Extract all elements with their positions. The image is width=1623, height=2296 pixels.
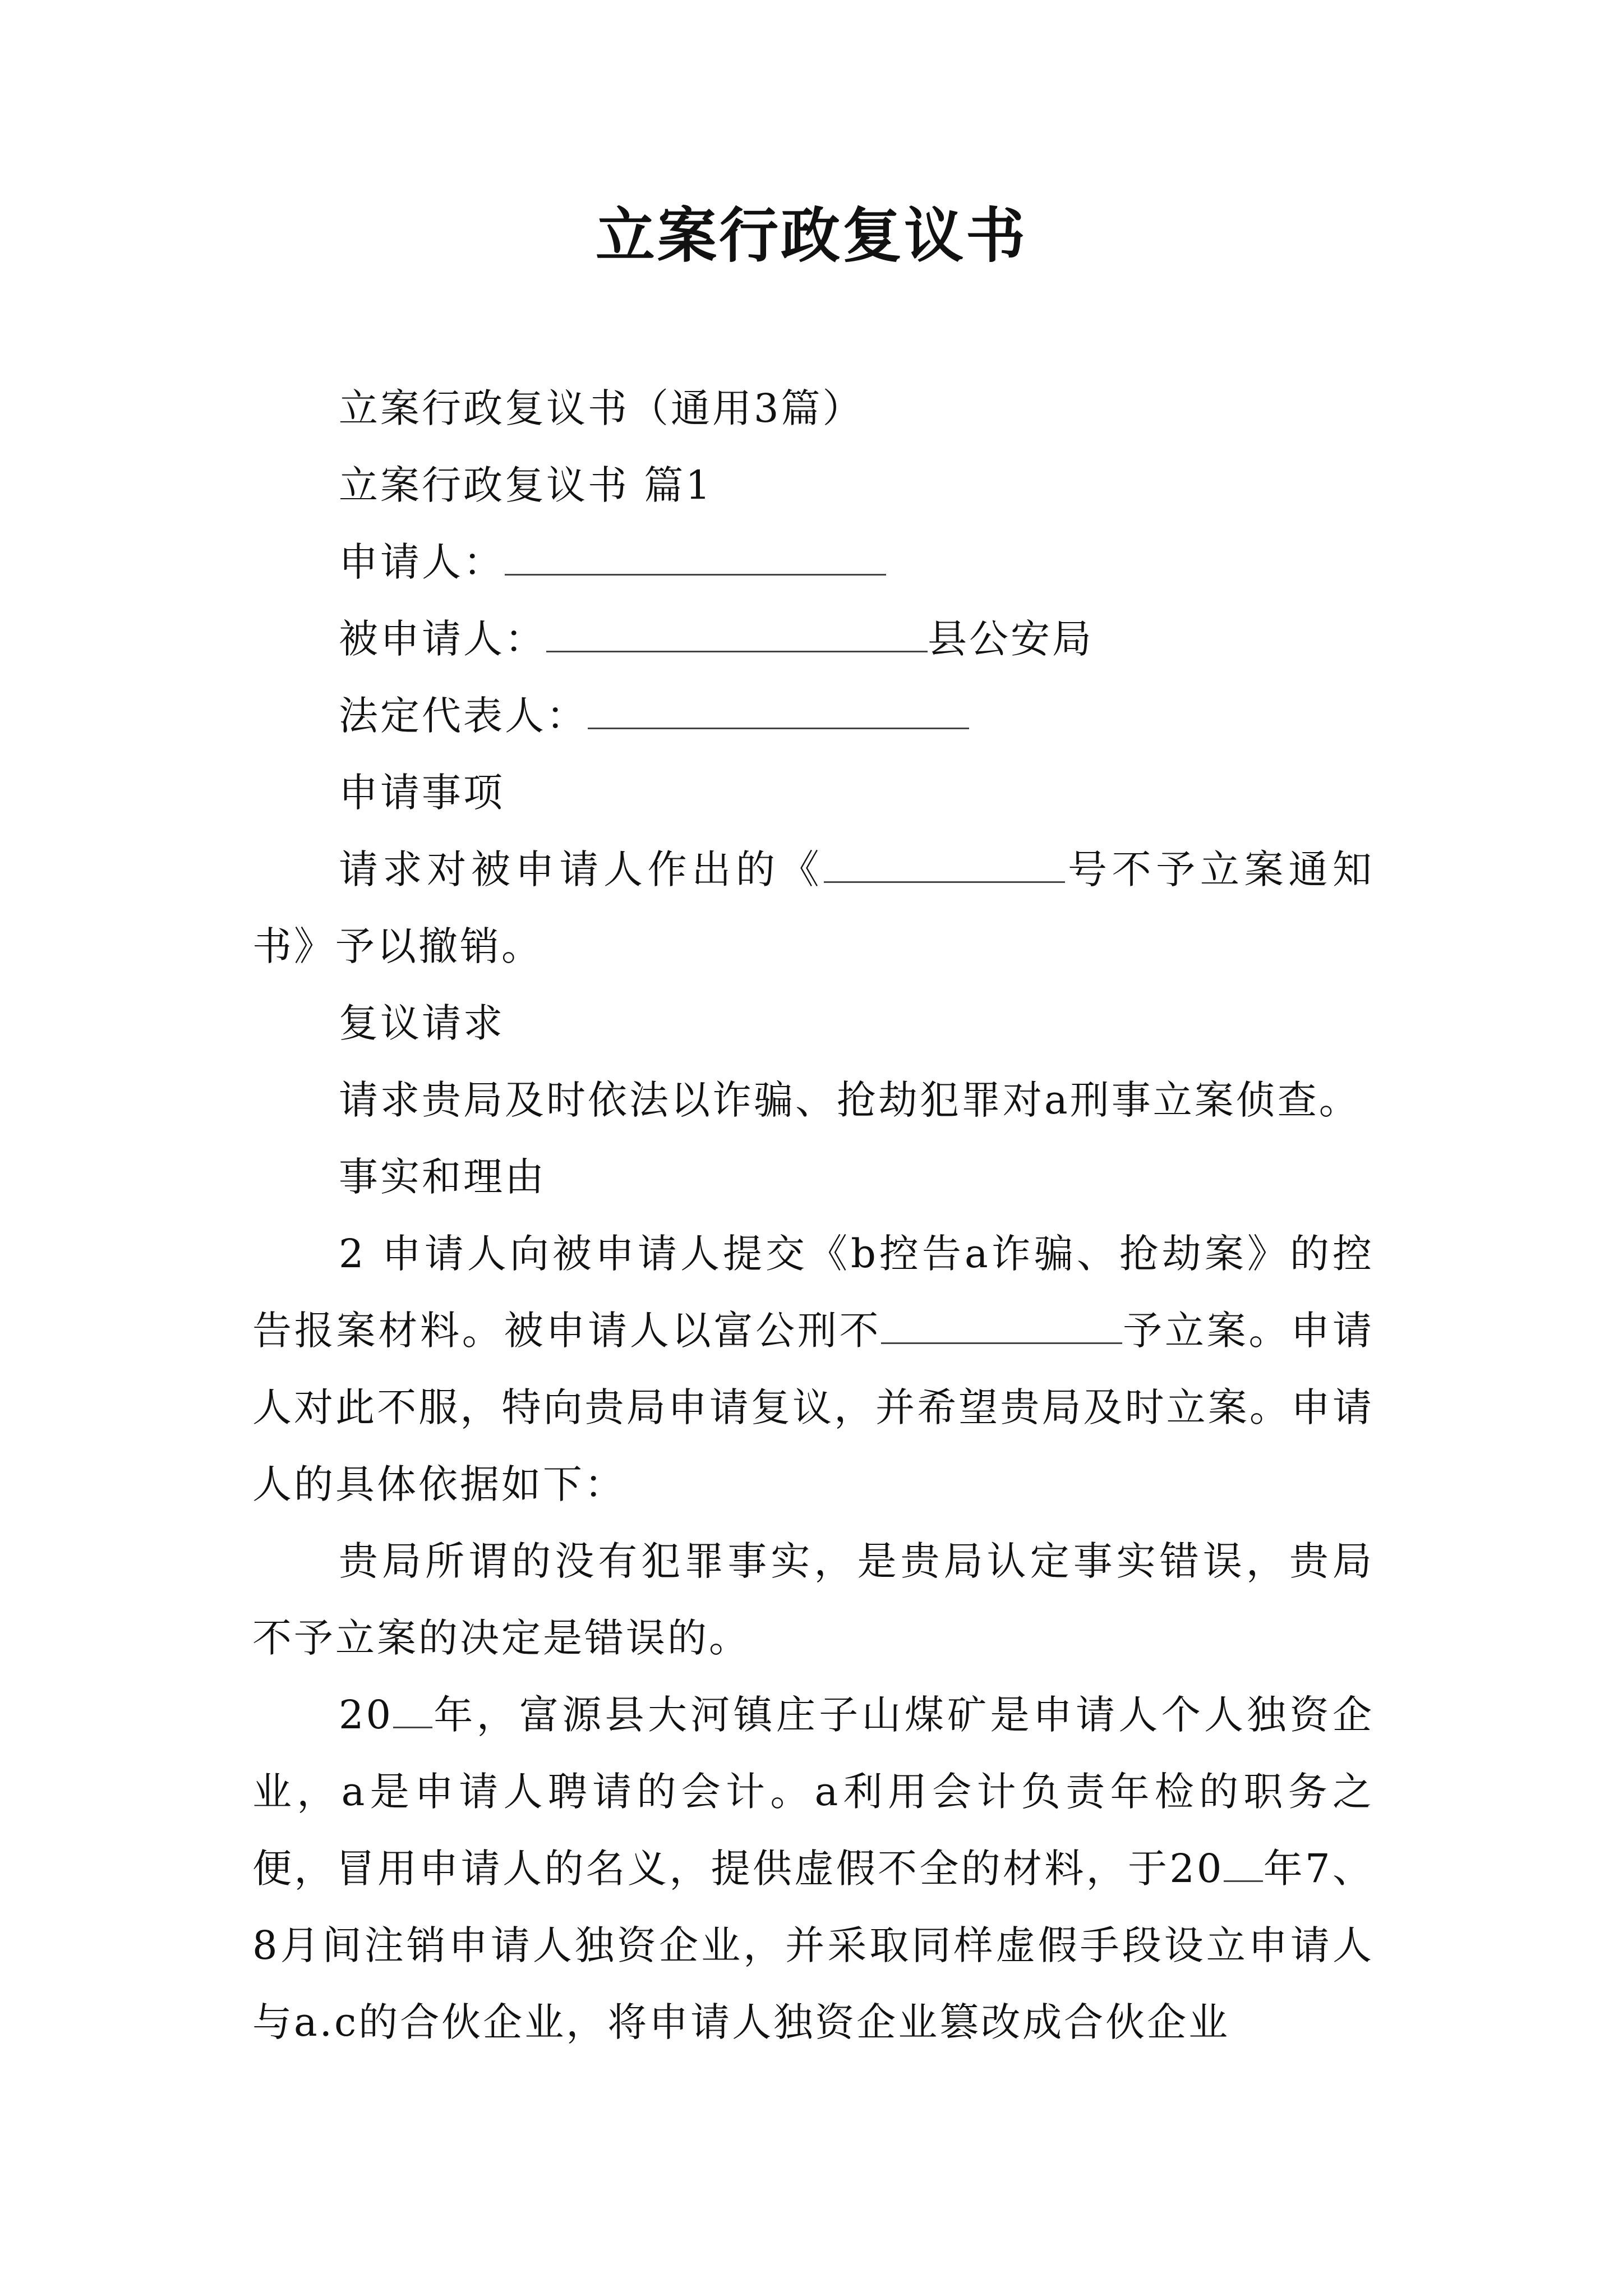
year-blank-2: [1224, 1848, 1263, 1882]
facts-p3-b: 年，富源县大河镇庄子山煤矿是申请人个人独资企业，a是申请人聘请的会计。a利用会计负责年检的职务之便，冒用申请人的名义，提供虚假不全的材料，于20: [252, 1692, 1374, 1892]
respondent-label: 被申请人：: [339, 616, 546, 662]
document-body: [252, 370, 1374, 2061]
matters-paragraph: [252, 831, 1374, 985]
facts-heading: 事实和理由: [339, 1154, 546, 1200]
facts-paragraph-2: [252, 1523, 1374, 1677]
section-heading-line: [252, 447, 1374, 524]
request-text: 请求贵局及时依法以诈骗、抢劫犯罪对a刑事立案侦查。: [339, 1077, 1361, 1123]
facts-p1-a: 2 申请人向被申请人提交《b控告a诈骗、抢劫案》的控告报案材料。被申请人以富公刑不: [252, 1231, 1374, 1354]
respondent-line: [252, 601, 1374, 678]
facts-paragraph-3: [252, 1677, 1374, 2061]
respondent-blank: [546, 618, 928, 652]
request-heading: 复议请求: [339, 1000, 505, 1046]
matters-heading-line: [252, 754, 1374, 831]
legal-rep-blank: [588, 695, 969, 729]
matters-heading: 申请事项: [339, 770, 505, 816]
legal-rep-line: [252, 678, 1374, 754]
legal-rep-label: 法定代表人：: [339, 693, 588, 739]
respondent-suffix: 县公安局: [928, 616, 1094, 662]
applicant-line: [252, 524, 1374, 601]
year-blank-1: [393, 1694, 432, 1728]
document-title: 立案行政复议书: [596, 200, 1027, 270]
applicant-label: 申请人：: [339, 539, 505, 585]
applicant-blank: [505, 541, 886, 576]
facts-p3-c: 年7、8月间注销申请人独资企业，并采取同样虚假手段设立申请人与a.c的合伙企业，将申请人独资企业篡改成合伙企业: [252, 1846, 1374, 2045]
subtitle-line: [252, 370, 1374, 447]
request-paragraph: [252, 1062, 1374, 1139]
facts-p1-b: 予立案。申请人对此不服，特向贵局申请复议，并希望贵局及时立案。申请人的具体依据如下：: [252, 1308, 1375, 1507]
facts-p3-a: 20: [339, 1692, 394, 1738]
matters-text-b: 号不予立案通知书》予以撤销。: [252, 846, 1375, 969]
facts-paragraph-1: [252, 1216, 1374, 1523]
request-heading-line: [252, 985, 1374, 1062]
matters-text-a: 请求对被申请人作出的《: [339, 846, 824, 892]
file-number-blank: [881, 1310, 1122, 1344]
subtitle: 立案行政复议书（通用3篇）: [339, 385, 864, 431]
facts-heading-line: [252, 1139, 1374, 1216]
notice-number-blank: [824, 849, 1065, 883]
section-heading: 立案行政复议书 篇1: [339, 462, 713, 508]
facts-p2: 贵局所谓的没有犯罪事实，是贵局认定事实错误，贵局不予立案的决定是错误的。: [252, 1538, 1374, 1661]
